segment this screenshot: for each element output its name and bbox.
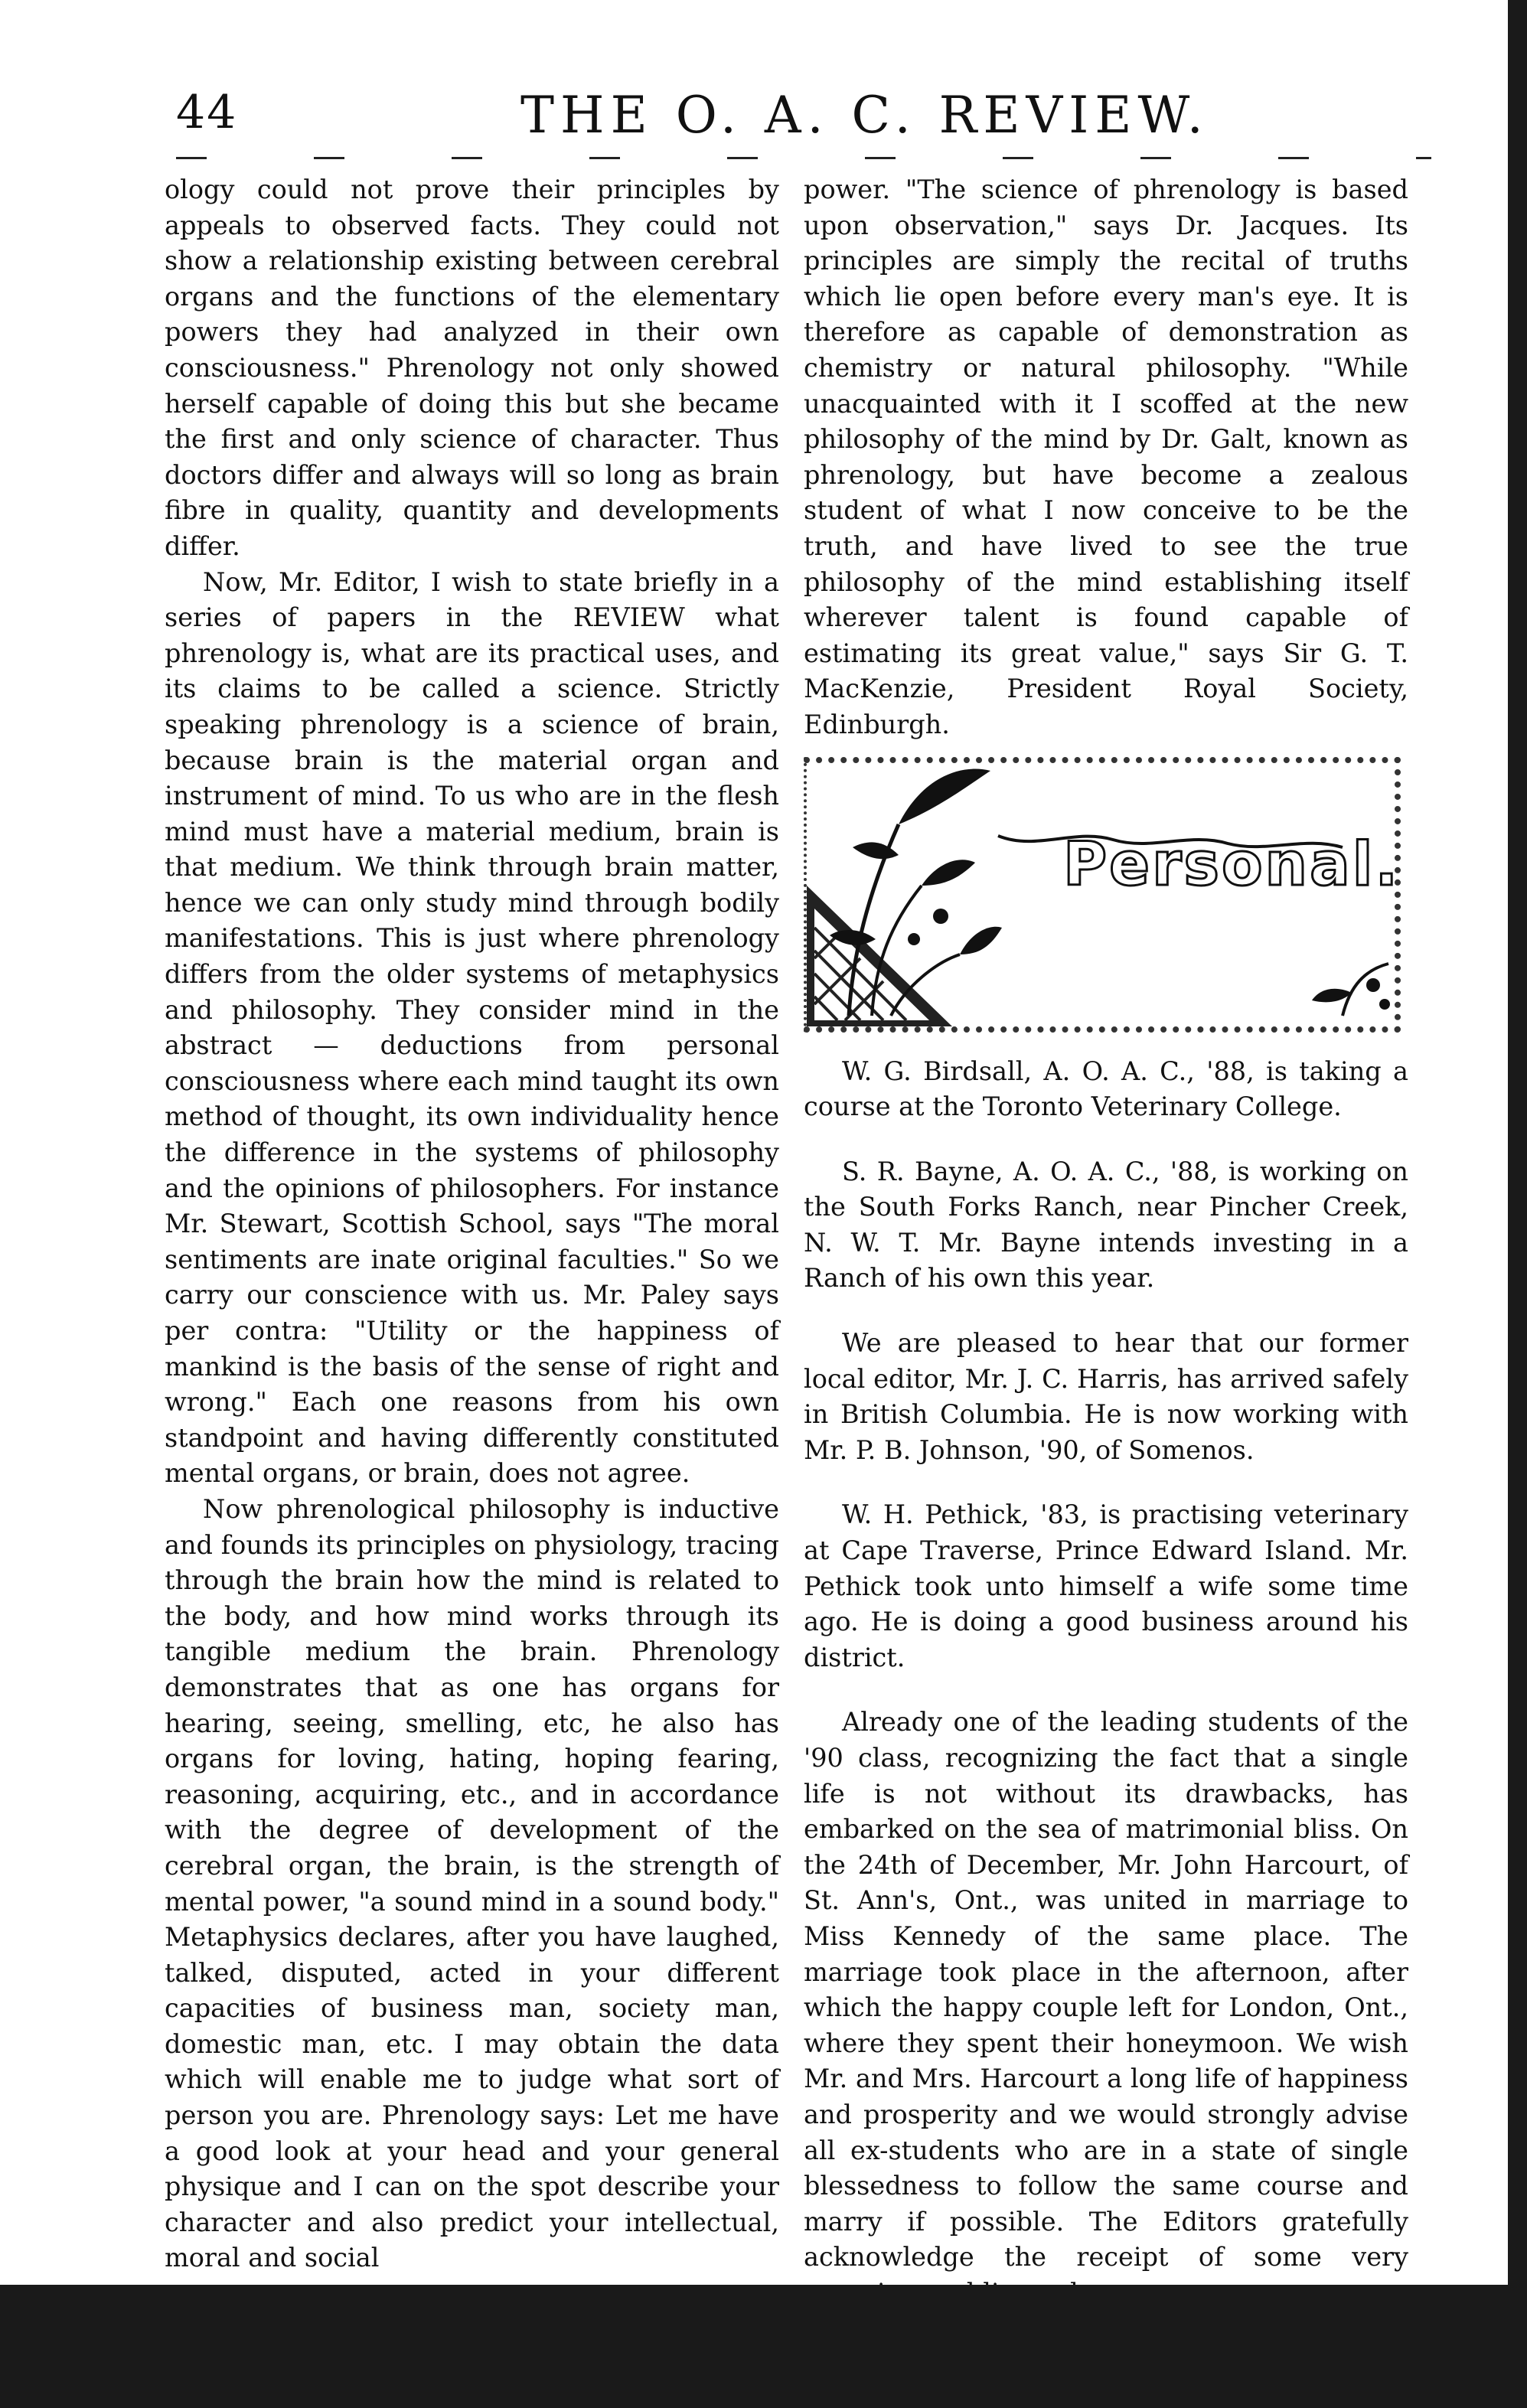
left-paragraph-1: ology could not prove their principles by appeals to observed facts. They could not show a relationship existing between cerebral organs and the functions of the elementary powers they had analyzed in their own consciousness." Phrenology not only showed herself capable of doing this but she became the first and only science of character. Thus doctors differ and always will so long as brain fibre in quality, quantity and developments differ.: [165, 175, 779, 561]
page-header: [176, 86, 1431, 155]
personal-item-4: W. H. Pethick, '83, is practising veterinary at Cape Traverse, Prince Edward Island. Mr. Pethick took unto himself a wife some time ago. He is doing a good business around his district.: [804, 1499, 1408, 1672]
right-paragraph-intro: power. "The science of phrenology is based upon observation," says Dr. Jacques. Its principles are simply the recital of truths which lie open before every man's eye. It is therefore as capable of demonstration as chemistry or natural philosophy. "While unacquainted with it I scoffed at the new philosophy of the mind by Dr. Galt, known as phrenology, but have become a zealous student of what I now conceive to be the truth, and have lived to see the true philosophy of the mind establishing itself wherever talent is found capable of estimating its great value," says Sir G. T. MacKenzie, President Royal Society, Edinburgh.: [804, 175, 1408, 739]
right-column: [804, 172, 1408, 2312]
journal-title: THE O. A. C. REVIEW.: [520, 86, 1209, 145]
personal-item-3: We are pleased to hear that our former local editor, Mr. J. C. Harris, has arrived safely in British Columbia. He is now working with Mr. P. B. Johnson, '90, of Somenos.: [804, 1328, 1408, 1465]
personal-banner: [804, 757, 1401, 1033]
personal-item-2: S. R. Bayne, A. O. A. C., '88, is working on the South Forks Ranch, near Pincher Creek, N. W. T. Mr. Bayne intends investing in a Ranch of his own this year.: [804, 1156, 1408, 1294]
section-title-personal: Personal.: [1063, 830, 1401, 899]
left-column: [165, 172, 779, 2276]
scan-edge-bar: [1508, 0, 1527, 2285]
page-number: 44: [176, 86, 238, 139]
left-paragraph-3: Now phrenological philosophy is inductive and founds its principles on physiology, tracing through the brain how the mind is related to the body, and how mind works through its tangible medium the brain. Phrenology demonstrates that as one has organs for hearing, seeing, smelling, etc, he also has organs for loving, hating, hoping fearing, reasoning, acquiring, etc., and in accordance with the degree of development of the cerebral organ, the brain, is the strength of mental power, "a sound mind in a sound body." Metaphysics declares, after you have laughed, talked, disputed, acted in your different capacities of business man, society man, domestic man, etc. I may obtain the data which will enable me to judge what sort of person you are. Phrenology says: Let me have a good look at your head and your general physique and I can on the spot describe your character and also predict your intellectual, moral and social: [165, 1493, 779, 2273]
header-rule: [176, 157, 1431, 159]
left-paragraph-2: Now, Mr. Editor, I wish to state briefly in a series of papers in the REVIEW what phrenology is, what are its practical uses, and its claims to be called a science. Strictly speaking phrenology is a science of brain, because brain is the material organ and instrument of mind. To us who are in the flesh mind must have a material medium, brain is that medium. We think through brain matter, hence we can only study mind through bodily manifestations. This is just where phrenology differs from the older systems of metaphysics and philosophy. They consider mind in the abstract — deductions from personal consciousness where each mind taught its own method of thought, its own individuality hence the difference in the systems of philosophy and the opinions of philosophers. For instance Mr. Stewart, Scottish School, says "The moral sentiments are inate original faculties." So we carry our conscience with us. Mr. Paley says per contra: "Utility or the happiness of mankind is the basis of the sense of right and wrong." Each one reasons from his own standpoint and having differently constituted mental organs, or brain, does not agree.: [165, 566, 779, 1489]
scan-footer-bar: [0, 2285, 1527, 2408]
personal-item-5: Already one of the leading students of the '90 class, recognizing the fact that a single life is not without its drawbacks, has embarked on the sea of matrimonial bliss. On the 24th of December, Mr. John Harcourt, of St. Ann's, Ont., was united in marriage to Miss Kennedy of the same place. The marriage took place in the afternoon, after which the happy couple left for London, Ont., where they spent their honeymoon. We wish Mr. and Mrs. Harcourt a long life of happiness and prosperity and we would strongly advise all ex-students who are in a state of single blessedness to follow the same course and marry if possible. The Editors gratefully acknowledge the receipt of some very: [804, 1707, 1408, 2273]
personal-item-1: W. G. Birdsall, A. O. A. C., '88, is taking a course at the Toronto Veterinary College.: [804, 1056, 1408, 1122]
